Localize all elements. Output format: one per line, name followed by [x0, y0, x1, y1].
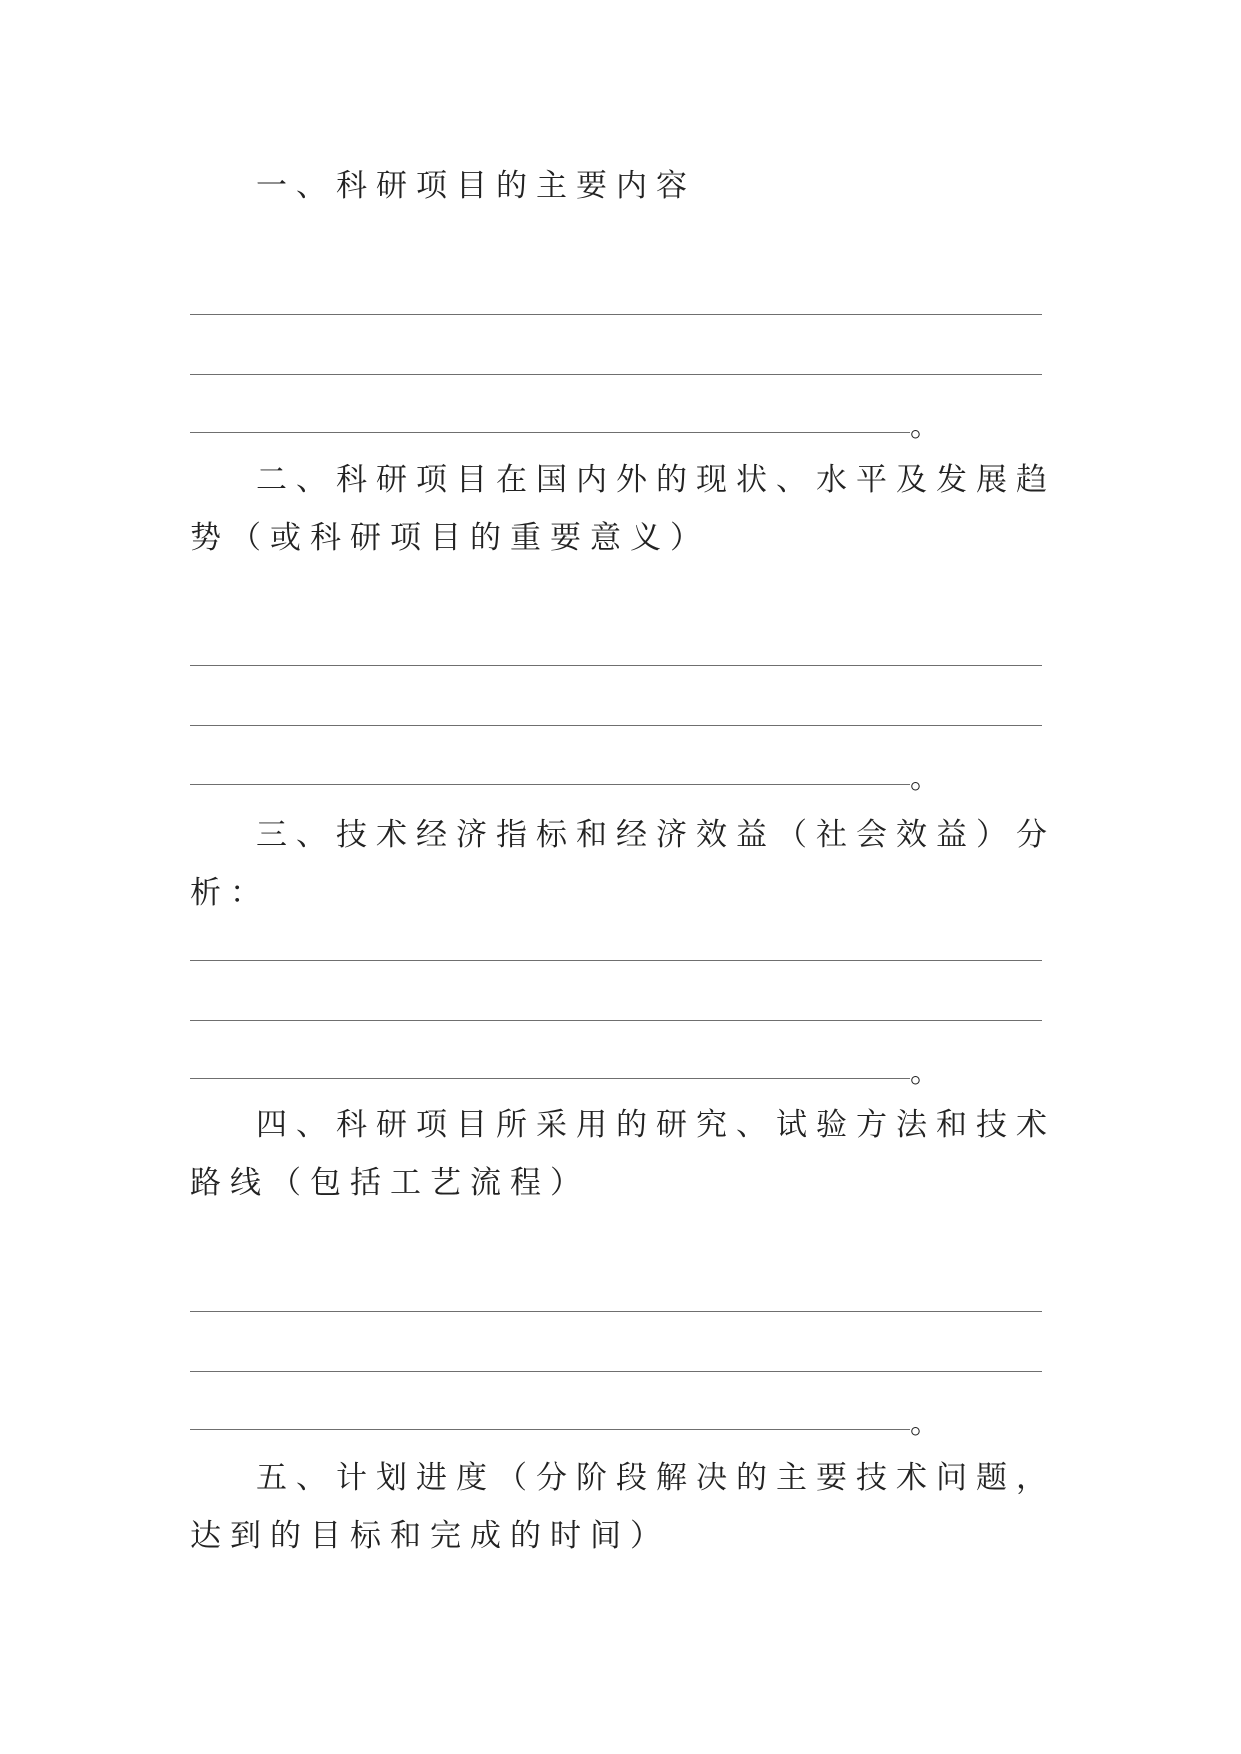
section-2-answer-line-3[interactable]: [190, 784, 910, 785]
section-2-end-mark: 。: [910, 761, 940, 796]
section-4-heading: 四、科研项目所采用的研究、试验方法和技术路线（包括工艺流程）: [190, 1107, 1056, 1201]
section-4-answer-line-1[interactable]: [190, 1311, 1042, 1312]
section-2-answer-line-2[interactable]: [190, 725, 1042, 726]
section-1-answer-line-2[interactable]: [190, 374, 1042, 375]
section-1-heading: 一、科研项目的主要内容: [256, 168, 696, 204]
section-3-answer-line-1[interactable]: [190, 960, 1042, 961]
section-2-heading: 二、科研项目在国内外的现状、水平及发展趋势（或科研项目的重要意义）: [190, 462, 1056, 556]
section-4-end-mark: 。: [910, 1406, 940, 1441]
section-1-answer-line-1[interactable]: [190, 314, 1042, 315]
section-2-answer-line-1[interactable]: [190, 665, 1042, 666]
section-3-answer-line-3[interactable]: [190, 1078, 910, 1079]
section-3-heading: 三、技术经济指标和经济效益（社会效益）分析：: [190, 817, 1056, 911]
section-1-answer-line-3[interactable]: [190, 432, 910, 433]
section-3-answer-line-2[interactable]: [190, 1020, 1042, 1021]
section-3-end-mark: 。: [910, 1055, 940, 1090]
section-5-heading: 五、计划进度（分阶段解决的主要技术问题，达到的目标和完成的时间）: [190, 1460, 1056, 1554]
section-4-answer-line-2[interactable]: [190, 1371, 1042, 1372]
section-4-answer-line-3[interactable]: [190, 1429, 910, 1430]
section-1-end-mark: 。: [910, 409, 940, 444]
